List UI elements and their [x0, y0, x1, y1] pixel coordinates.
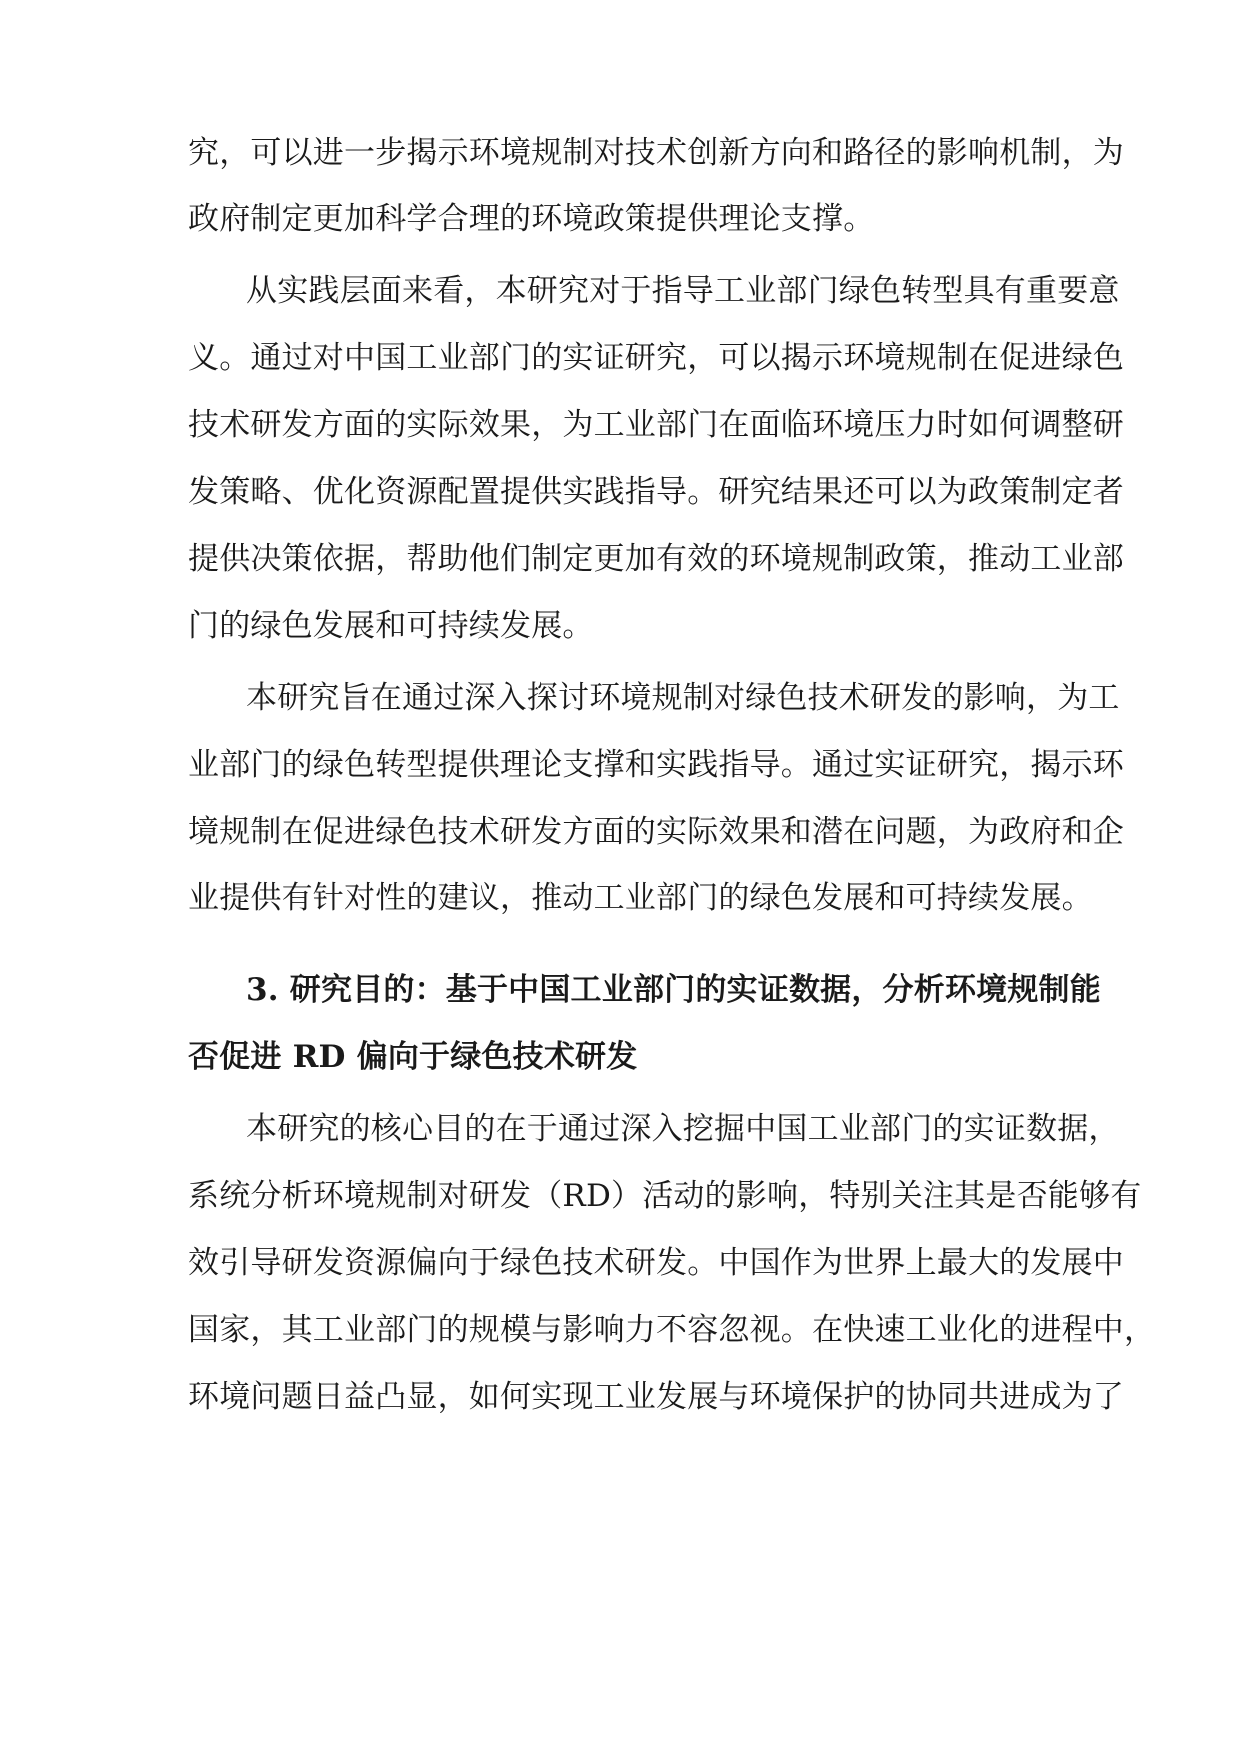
para3-line-4: 业提供有针对性的建议，推动工业部门的绿色发展和可持续发展。 [188, 880, 1093, 916]
para3-line-3: 境规制在促进绿色技术研发方面的实际效果和潜在问题，为政府和企 [188, 814, 1124, 850]
para1-line-2: 政府制定更加科学合理的环境政策提供理论支撑。 [188, 201, 875, 237]
para2-line-4: 发策略、优化资源配置提供实践指导。研究结果还可以为政策制定者 [188, 474, 1124, 510]
section-heading-line-1: 3. 研究目的：基于中国工业部门的实证数据，分析环境规制能 [246, 972, 1101, 1008]
para3-line-2: 业部门的绿色转型提供理论支撑和实践指导。通过实证研究，揭示环 [188, 747, 1124, 783]
para3-line-1: 本研究旨在通过深入探讨环境规制对绿色技术研发的影响，为工 [246, 680, 1120, 716]
para2-line-2: 义。通过对中国工业部门的实证研究，可以揭示环境规制在促进绿色 [188, 340, 1124, 376]
para4-line-3: 效引导研发资源偏向于绿色技术研发。中国作为世界上最大的发展中 [188, 1245, 1124, 1281]
para4-line-1: 本研究的核心目的在于通过深入挖掘中国工业部门的实证数据， [246, 1111, 1120, 1147]
para4-line-5: 环境问题日益凸显，如何实现工业发展与环境保护的协同共进成为了 [188, 1379, 1124, 1415]
para2-line-5: 提供决策依据，帮助他们制定更加有效的环境规制政策，推动工业部 [188, 541, 1124, 577]
para1-line-1: 究，可以进一步揭示环境规制对技术创新方向和路径的影响机制，为 [188, 135, 1124, 171]
para2-line-1: 从实践层面来看，本研究对于指导工业部门绿色转型具有重要意 [246, 273, 1120, 309]
para4-line-2: 系统分析环境规制对研发（RD）活动的影响，特别关注其是否能够有 [188, 1178, 1142, 1214]
para2-line-6: 门的绿色发展和可持续发展。 [188, 608, 594, 644]
section-heading-line-2: 否促进 RD 偏向于绿色技术研发 [188, 1039, 638, 1075]
para2-line-3: 技术研发方面的实际效果，为工业部门在面临环境压力时如何调整研 [188, 407, 1124, 443]
para4-line-4: 国家，其工业部门的规模与影响力不容忽视。在快速工业化的进程中， [188, 1312, 1156, 1348]
